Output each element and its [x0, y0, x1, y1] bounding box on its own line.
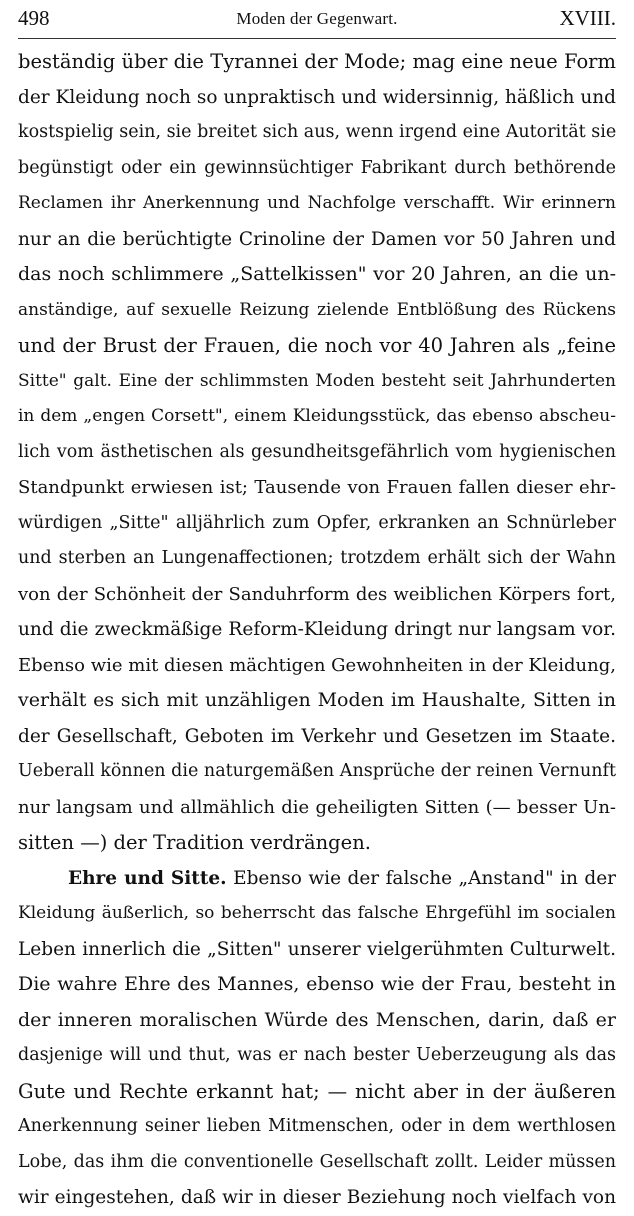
text-line: Sitte" galt. Eine der schlimmsten Moden besteht seit Jahrhunderten — [18, 370, 616, 391]
text-line: und die zweckmäßige Reform-Kleidung dringt nur langsam vor. — [18, 619, 616, 640]
text-line: Ebenso wie mit diesen mächtigen Gewohnheiten in der Kleidung, — [18, 654, 616, 676]
text-line: Lobe, das ihm die conventionelle Gesellschaft zollt. Leider müssen — [18, 1151, 616, 1172]
text-line: lich vom ästhetischen als gesundheitsgefährlich vom hygienischen — [18, 441, 616, 462]
text-line: der inneren moralischen Würde des Menschen, darin, daß er — [18, 1008, 616, 1031]
page-number: 498 — [18, 6, 50, 30]
header-rule — [18, 38, 616, 39]
text-line: nur langsam und allmählich die geheiligten Sitten (— besser Un- — [18, 796, 616, 818]
body-text — [18, 44, 616, 1216]
text-line: Reclamen ihr Anerkennung und Nachfolge verschafft. Wir erinnern — [18, 193, 616, 213]
section-first-line-text: Ebenso wie der falsche „Anstand" in der — [233, 867, 616, 889]
text-line: kostspielig sein, sie breitet sich aus, wenn irgend eine Autorität sie — [18, 122, 616, 142]
chapter-number: XVIII. — [559, 6, 616, 30]
paragraph-last-line: sitten —) der Tradition verdrängen. — [18, 831, 371, 854]
text-line: der Kleidung noch so unpraktisch und widersinnig, häßlich und — [18, 86, 616, 108]
text-line: der Gesellschaft, Geboten im Verkehr und Gesetzen im Staate. — [18, 725, 616, 747]
section-first-line — [18, 861, 616, 897]
text-line: das noch schlimmere „Sattelkissen" vor 20 Jahren, an die un- — [18, 263, 616, 285]
text-line: und sterben an Lungenaffectionen; trotzdem erhält sich der Wahn — [18, 548, 616, 568]
text-line: von der Schönheit der Sanduhrform des weiblichen Körpers fort, — [18, 583, 616, 605]
section-heading: Ehre und Sitte. — [68, 867, 227, 889]
text-line: Kleidung äußerlich, so beherrscht das falsche Ehrgefühl im socialen — [18, 903, 616, 923]
text-line: wir eingestehen, daß wir in dieser Beziehung noch vielfach von — [18, 1187, 616, 1208]
text-line: Leben innerlich die „Sitten" unserer vielgerühmten Culturwelt. — [18, 938, 616, 960]
text-line: anständige, auf sexuelle Reizung zielende Entblößung des Rückens — [18, 299, 616, 320]
text-line: Gute und Rechte erkannt hat; — nicht aber in der äußeren — [18, 1079, 616, 1103]
text-line: in dem „engen Corsett", einem Kleidungsstück, das ebenso abscheu- — [18, 406, 616, 426]
text-line: und der Brust der Frauen, die noch vor 40 Jahren als „feine — [18, 334, 616, 357]
page-header — [18, 6, 616, 36]
running-title: Moden der Gegenwart. — [236, 9, 398, 28]
text-line: Die wahre Ehre des Mannes, ebenso wie der Frau, besteht in — [18, 973, 616, 995]
text-line: dasjenige will und thut, was er nach bester Ueberzeugung als das — [18, 1045, 616, 1065]
text-line: verhält es sich mit unzähligen Moden im Haushalte, Sitten in — [18, 689, 616, 711]
text-line: beständig über die Tyrannei der Mode; mag eine neue Form — [18, 50, 616, 73]
text-line: Ueberall können die naturgemäßen Ansprüche der reinen Vernunft — [18, 761, 616, 781]
text-line: Standpunkt erwiesen ist; Tausende von Frauen fallen dieser ehr- — [18, 477, 616, 498]
text-line: nur an die berüchtigte Crinoline der Damen vor 50 Jahren und — [18, 228, 616, 250]
text-line: begünstigt oder ein gewinnsüchtiger Fabrikant durch bethörende — [18, 157, 616, 178]
text-line: würdigen „Sitte" alljährlich zum Opfer, erkranken an Schnürleber — [18, 512, 616, 533]
text-line: Anerkennung seiner lieben Mitmenschen, oder in dem werthlosen — [18, 1116, 616, 1136]
